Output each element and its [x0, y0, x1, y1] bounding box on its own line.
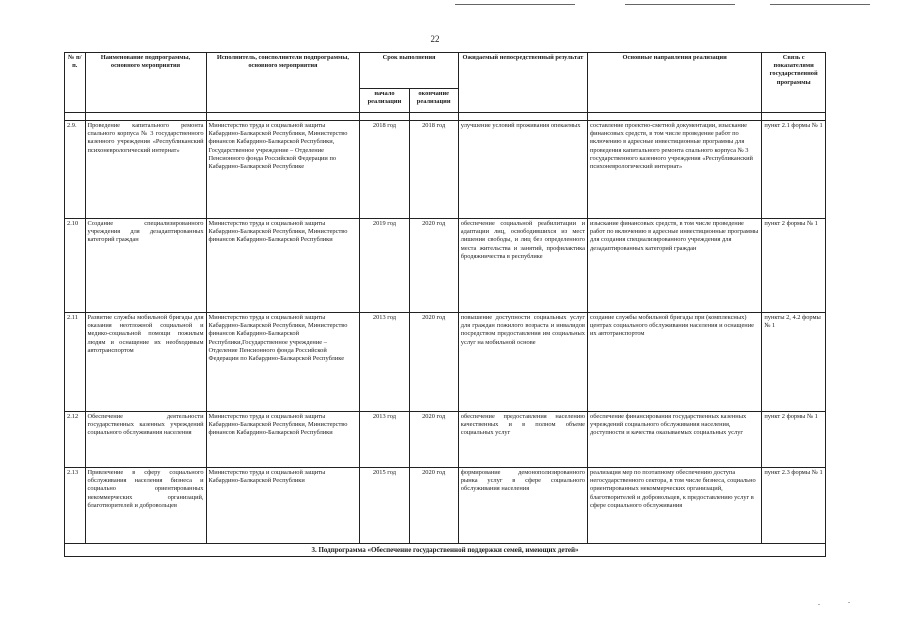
- header-start: начало реализации: [360, 89, 409, 113]
- table-row: [65, 412, 826, 468]
- scan-artifact-line: [625, 4, 735, 5]
- row-directions: реализация мер по поэтапному обеспечению доступа негосударственного сектора, в том числе бизнеса, социально ориентированных некоммерческих организаций, благотворителей и добровольцев, к предоставлению услуг в сфере социального обслуживания: [588, 468, 762, 544]
- row-start: 2018 год: [360, 121, 409, 219]
- row-name: Развитие службы мобильной бригады для оказания неотложной социальной и медико-социальной помощи пожилым людям и оснащение их необходимым автотранспортом: [85, 313, 206, 412]
- row-num: 2.12: [65, 412, 86, 468]
- row-end: 2020 год: [409, 219, 458, 313]
- row-num: 2.10: [65, 219, 86, 313]
- row-executor: Министерство труда и социальной защиты Кабардино-Балкарской Республики: [206, 468, 360, 544]
- program-table: [64, 52, 826, 557]
- row-num: 2.11: [65, 313, 86, 412]
- header-link: Связь с показателями государственной программы: [762, 53, 826, 113]
- table-row: [65, 313, 826, 412]
- section-title-row: [65, 544, 826, 557]
- row-executor: Министерство труда и социальной защиты Кабардино-Балкарской Республики, Министерство финансов Кабардино-Балкарской Республики,Государственное учреждение – Отделение Пенсионного фонда Российской Федерации по Кабардино-Балкарской Республике: [206, 313, 360, 412]
- row-executor: Министерство труда и социальной защиты Кабардино-Балкарской Республики, Министерство финансов Кабардино-Балкарской Республики: [206, 219, 360, 313]
- row-num: 2.9.: [65, 121, 86, 219]
- row-result: повышение доступности социальных услуг для граждан пожилого возраста и инвалидов посредством предоставления им социальных услуг на мобильной основе: [458, 313, 587, 412]
- row-directions: создание службы мобильной бригады при (комплексных) центрах социального обслуживания населения и оснащение их автотранспортом: [588, 313, 762, 412]
- header-end: окончание реализации: [409, 89, 458, 113]
- row-directions: обеспечение финансирования государственных казенных учреждений социального обслуживания населения, доступности и качества оказываемых социальных услуг: [588, 412, 762, 468]
- row-start: 2013 год: [360, 412, 409, 468]
- row-result: формирование демонополизированного рынка услуг в сфере социального обслуживания населения: [458, 468, 587, 544]
- header-directions: Основные направления реализации: [588, 53, 762, 113]
- header-num: № п/п.: [65, 53, 86, 113]
- table-header-row: [65, 53, 826, 89]
- row-link: пункт 2.1 формы № 1: [762, 121, 826, 219]
- row-num: 2.13: [65, 468, 86, 544]
- row-end: 2020 год: [409, 412, 458, 468]
- header-result: Ожидаемый непосредственный результат: [458, 53, 587, 113]
- header-name: Наименование подпрограммы, основного мероприятия: [85, 53, 206, 113]
- table-row: [65, 468, 826, 544]
- row-result: обеспечение социальной реабилитации и адаптации лиц, освободившихся из мест лишения свободы, и лиц без определенного места жительства и занятий, профилактика бродяжничества в республике: [458, 219, 587, 313]
- row-link: пункт 2.3 формы № 1: [762, 468, 826, 544]
- row-start: 2015 год: [360, 468, 409, 544]
- scan-artifact-line: [770, 4, 870, 5]
- scan-speck: .: [818, 598, 820, 607]
- row-directions: составление проектно-сметной документации, изыскание финансовых средств, в том числе проведение работ по включению в адресные инвестиционные программы для проведения капитального ремонта спального корпуса № 3 государственного казенного учреждения «Республиканский психоневрологический интернат»: [588, 121, 762, 219]
- row-link: пункт 2 формы № 1: [762, 412, 826, 468]
- scan-artifact-line: [455, 4, 575, 5]
- row-name: Обеспечение деятельности государственных казенных учреждений социального обслуживания населения: [85, 412, 206, 468]
- row-link: пункты 2, 4.2 формы № 1: [762, 313, 826, 412]
- header-executor: Исполнитель, соисполнители подпрограммы, основного мероприятия: [206, 53, 360, 113]
- table-row: [65, 219, 826, 313]
- row-name: Создание специализированного учреждения для дезадаптированных категорий граждан: [85, 219, 206, 313]
- table-row: [65, 121, 826, 219]
- scan-speck: .: [848, 596, 850, 605]
- page-number: 22: [430, 34, 440, 44]
- row-start: 2013 год: [360, 313, 409, 412]
- row-end: 2018 год: [409, 121, 458, 219]
- row-name: Проведение капитального ремонта спального корпуса № 3 государственного казенного учреждения «Республиканский психоневрологический интернат»: [85, 121, 206, 219]
- row-executor: Министерство труда и социальной защиты Кабардино-Балкарской Республики, Министерство финансов Кабардино-Балкарской Республики: [206, 412, 360, 468]
- row-end: 2020 год: [409, 468, 458, 544]
- row-result: улучшение условий проживания опекаемых: [458, 121, 587, 219]
- row-link: пункт 2 формы № 1: [762, 219, 826, 313]
- row-start: 2019 год: [360, 219, 409, 313]
- spacer-row: [65, 113, 826, 121]
- row-executor: Министерство труда и социальной защиты Кабардино-Балкарской Республики, Министерство финансов Кабардино-Балкарской Республики, Государственное учреждение – Отделение Пенсионного фонда Российской Федерации по Кабардино-Балкарской Республике: [206, 121, 360, 219]
- row-end: 2020 год: [409, 313, 458, 412]
- section-title: 3. Подпрограмма «Обеспечение государственной поддержки семей, имеющих детей»: [65, 544, 826, 557]
- row-directions: изыскание финансовых средств, в том числе проведение работ по включению в адресные инвестиционные программы для создания специализированного учреждения для дезадаптированных категорий граждан: [588, 219, 762, 313]
- header-term: Срок выполнения: [360, 53, 458, 89]
- row-result: обеспечение предоставления населению качественных и в полном объеме социальных услуг: [458, 412, 587, 468]
- row-name: Привлечение в сферу социального обслуживания населения бизнеса и социально ориентированных некоммерческих организаций, благотворителей и добровольцев: [85, 468, 206, 544]
